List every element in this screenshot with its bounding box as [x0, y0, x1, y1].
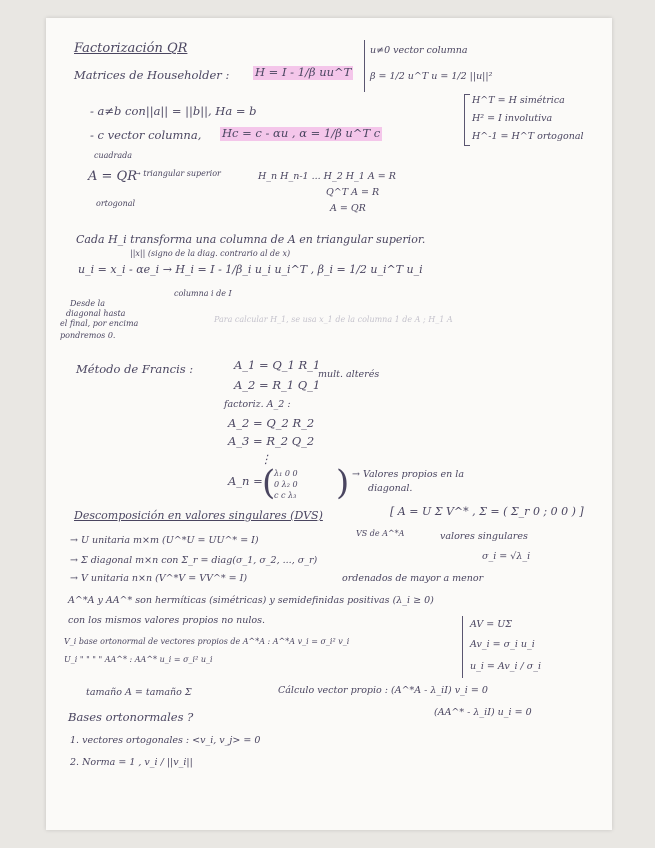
francis-line-4: A_2 = Q_2 R_2 — [228, 416, 315, 430]
triangular-note: → triangular superior — [134, 169, 221, 178]
vi-base: V_i base ortonormal de vectores propios de A^*A : A^*A v_i = σ_i² v_i — [64, 637, 350, 646]
bullet-a-b: - a≠b con||a|| = ||b||, Ha = b — [90, 104, 257, 118]
sigma-i: σ_i = √λ_i — [482, 551, 531, 562]
calculo-vp-2: (AA^* - λ_iI) u_i = 0 — [434, 707, 532, 718]
av-us: AV = UΣ — [470, 619, 512, 630]
householder-label: Matrices de Householder : — [74, 68, 230, 82]
ui-eq: u_i = Av_i / σ_i — [470, 661, 542, 672]
householder-formula: H = I - 1/β uu^T — [255, 65, 352, 79]
dvs-sigma: → Σ diagonal m×n con Σ_r = diag(σ_1, σ_2, ..., σ_r) — [70, 555, 318, 566]
valores-singulares: valores singulares — [440, 531, 528, 542]
francis-mult: mult. alterés — [318, 369, 380, 380]
signo-note: ||x|| (signo de la diag. contrario al de x) — [130, 249, 291, 258]
cuadrada-label: cuadrada — [94, 151, 133, 160]
francis-line-3: factoriz. A_2 : — [224, 399, 291, 410]
qr-chain-1: H_n H_n-1 ... H_2 H_1 A = R — [258, 171, 396, 182]
tamano: tamaño A = tamaño Σ — [86, 687, 192, 698]
valores-propios-2: diagonal. — [368, 483, 413, 494]
hermiticas: A^*A y AA^* son hermíticas (simétricas) y semidefinidas positivas (λ_i ≥ 0) — [68, 595, 434, 606]
bases-item-1: 1. vectores ortogonales : <v_i, v_j> = 0 — [70, 735, 261, 746]
page-title: Factorización QR — [74, 41, 188, 56]
francis-line-1: A_1 = Q_1 R_1 — [234, 358, 321, 372]
prop-simetrica: H^T = H simétrica — [472, 95, 565, 106]
francis-label: Método de Francis : — [76, 362, 194, 376]
cada-hi-text: Cada H_i transforma una columna de A en triangular superior. — [76, 233, 426, 246]
matrix-paren-right: ) — [336, 463, 350, 503]
qr-chain-3: A = QR — [330, 203, 366, 214]
bases-item-2: 2. Norma = 1 , v_i / ||v_i|| — [70, 757, 193, 768]
francis-line-2: A_2 = R_1 Q_1 — [234, 378, 321, 392]
prop-ortogonal: H^-1 = H^T ortogonal — [472, 131, 584, 142]
bases-title: Bases ortonormales ? — [68, 710, 194, 724]
ordenados: ordenados de mayor a menor — [342, 573, 484, 584]
francis-line-6: ⋮ — [260, 452, 272, 466]
desde-line-4: pondremos 0. — [60, 331, 116, 340]
props-bracket — [464, 94, 470, 146]
condition-u: u≠0 vector columna — [370, 45, 468, 56]
matrix-row-1: λ₁ 0 0 — [274, 469, 298, 478]
dvs-u: → U unitaria m×m (U^*U = UU^* = I) — [70, 535, 259, 546]
desde-line-3: el final, por encima — [60, 319, 139, 328]
prop-involutiva: H² = I involutiva — [472, 113, 553, 124]
valores-propios-1: → Valores propios en la — [352, 469, 464, 480]
qr-chain-2: Q^T A = R — [326, 187, 380, 198]
bullet-c-highlight: Hc = c - αu , α = 1/β u^T c — [222, 126, 381, 140]
calculo-vp: Cálculo vector propio : (A^*A - λ_iI) v_i = 0 — [278, 685, 488, 696]
condition-divider — [364, 40, 365, 92]
matrix-row-3: c c λ₃ — [274, 491, 297, 500]
notebook-page — [46, 18, 612, 830]
dvs-title: Descomposición en valores singulares (DVS) — [74, 509, 323, 522]
an-label: A_n = — [228, 474, 263, 488]
columna-note: columna i de I — [174, 289, 232, 298]
avi: Av_i = σ_i u_i — [470, 639, 535, 650]
matrix-paren-left: ( — [262, 463, 276, 503]
dvs-formula: [ A = U Σ V^* , Σ = ( Σ_r 0 ; 0 0 ) ] — [390, 505, 584, 518]
a-equals-qr: A = QR — [88, 169, 137, 184]
matrix-row-2: 0 λ₂ 0 — [274, 480, 298, 489]
desde-line-1: Desde la — [70, 299, 105, 308]
vs-note: VS de A^*A — [356, 529, 405, 538]
ui-formula: u_i = x_i - αe_i → H_i = I - 1/β_i u_i u_i^T , β_i = 1/2 u_i^T u_i — [78, 263, 423, 276]
bullet-c-prefix: - c vector columna, — [90, 128, 202, 142]
desde-line-2: diagonal hasta — [66, 309, 126, 318]
faint-note: Para calcular H_1, se usa x_1 de la columna 1 de A ; H_1 A — [214, 315, 453, 324]
ui-base: U_i " " " " AA^* : AA^* u_i = σ_i² u_i — [64, 655, 213, 664]
mismos-valores: con los mismos valores propios no nulos. — [68, 615, 266, 626]
dvs-v: → V unitaria n×n (V^*V = VV^* = I) — [70, 573, 248, 584]
right-divider — [462, 616, 463, 678]
condition-beta: β = 1/2 u^T u = 1/2 ||u||² — [370, 71, 493, 82]
francis-line-5: A_3 = R_2 Q_2 — [228, 434, 315, 448]
ortogonal-label: ortogonal — [96, 199, 136, 208]
